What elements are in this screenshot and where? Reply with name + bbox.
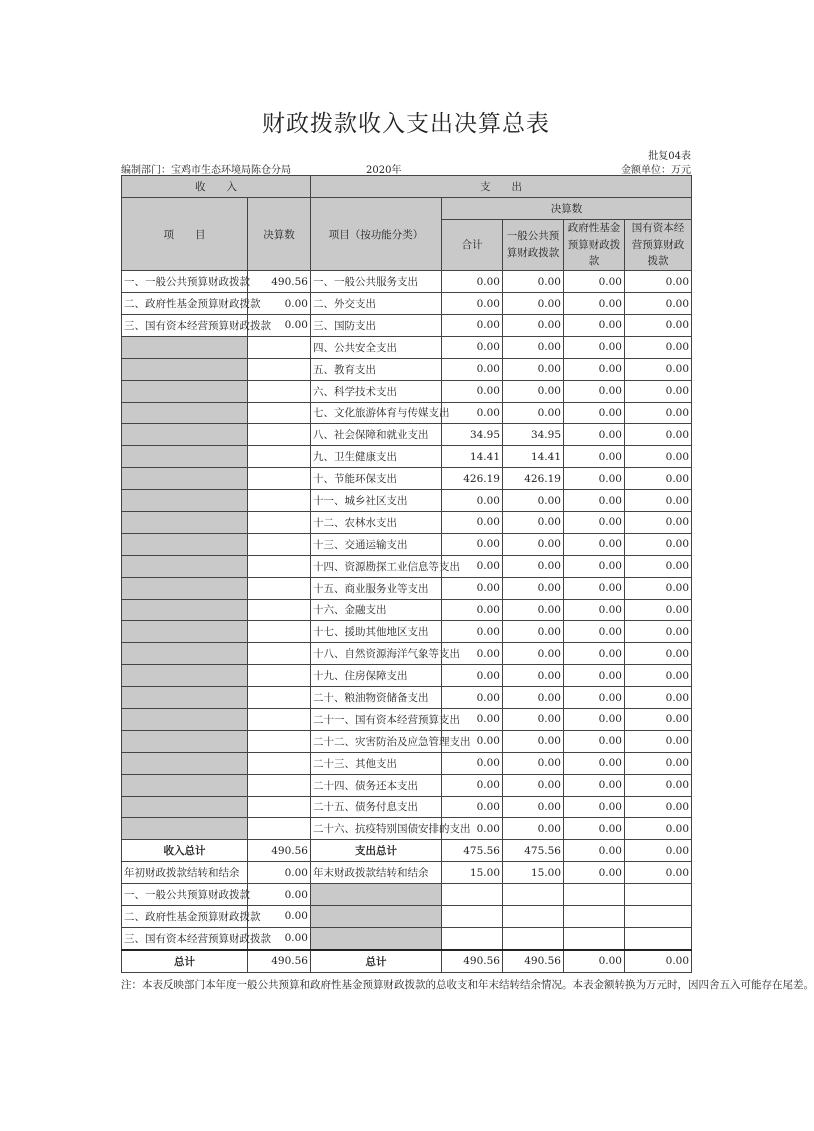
income-amount-cell — [248, 424, 311, 446]
income-item-cell — [122, 468, 248, 490]
carry-total — [442, 884, 503, 906]
carry-income-amount: 0.00 — [248, 862, 311, 884]
general-budget-cell: 0.00 — [503, 599, 564, 621]
expense-item-cell: 九、卫生健康支出 — [311, 446, 442, 468]
expense-item-cell: 十、节能环保支出 — [311, 468, 442, 490]
table-row — [122, 402, 692, 424]
income-amount-cell — [248, 774, 311, 796]
income-amount-cell: 0.00 — [248, 314, 311, 336]
state-capital-cell: 0.00 — [625, 708, 692, 730]
carry-income-item: 三、国有资本经营预算财政拨款 — [122, 927, 248, 949]
total-cell: 0.00 — [442, 555, 503, 577]
state-capital-cell: 0.00 — [625, 402, 692, 424]
total-cell: 0.00 — [442, 533, 503, 555]
income-item-cell: 二、政府性基金预算财政拨款 — [122, 293, 248, 315]
grand-total-general: 490.56 — [503, 950, 564, 972]
income-amount-cell: 490.56 — [248, 271, 311, 293]
total-cell: 0.00 — [442, 708, 503, 730]
state-capital-cell: 0.00 — [625, 424, 692, 446]
table-row — [122, 358, 692, 380]
total-cell: 0.00 — [442, 402, 503, 424]
grand-total-state: 0.00 — [625, 950, 692, 972]
expense-item-cell: 八、社会保障和就业支出 — [311, 424, 442, 446]
meta-row-2 — [121, 161, 691, 175]
carry-state — [625, 906, 692, 928]
expense-item-cell: 十一、城乡社区支出 — [311, 490, 442, 512]
state-capital-cell: 0.00 — [625, 336, 692, 358]
carry-expense-item — [311, 906, 442, 928]
carry-state — [625, 927, 692, 949]
fund-budget-cell: 0.00 — [564, 708, 625, 730]
income-header: 收 入 — [122, 176, 311, 198]
state-capital-cell: 0.00 — [625, 446, 692, 468]
fund-budget-cell: 0.00 — [564, 511, 625, 533]
total-cell: 0.00 — [442, 599, 503, 621]
carry-general — [503, 884, 564, 906]
fund-budget-cell: 0.00 — [564, 402, 625, 424]
total-cell: 0.00 — [442, 730, 503, 752]
total-cell: 0.00 — [442, 293, 503, 315]
expense-item-cell: 一、一般公共服务支出 — [311, 271, 442, 293]
income-item-cell — [122, 533, 248, 555]
table-row — [122, 533, 692, 555]
general-budget-cell: 0.00 — [503, 511, 564, 533]
currency-label: 金额单位：万元 — [621, 165, 691, 176]
total-cell: 14.41 — [442, 446, 503, 468]
report-sheet — [121, 99, 814, 992]
carry-expense-item — [311, 927, 442, 949]
expense-item-cell: 二十五、债务付息支出 — [311, 796, 442, 818]
income-amount-cell — [248, 555, 311, 577]
expense-item-cell: 十二、农林水支出 — [311, 511, 442, 533]
expense-item-cell: 五、教育支出 — [311, 358, 442, 380]
expense-total-general: 475.56 — [503, 840, 564, 862]
carry-state: 0.00 — [625, 862, 692, 884]
fund-budget-cell: 0.00 — [564, 555, 625, 577]
state-capital-cell: 0.00 — [625, 621, 692, 643]
general-budget-cell: 0.00 — [503, 358, 564, 380]
year-label: 2020年 — [366, 165, 402, 176]
table-row — [122, 314, 692, 336]
income-amount-cell — [248, 708, 311, 730]
carry-income-item: 一、一般公共预算财政拨款 — [122, 884, 248, 906]
general-budget-cell: 426.19 — [503, 468, 564, 490]
income-item-cell — [122, 577, 248, 599]
fund-budget-cell: 0.00 — [564, 336, 625, 358]
total-cell: 0.00 — [442, 271, 503, 293]
totals-row — [122, 840, 692, 862]
total-header: 合计 — [442, 219, 503, 270]
title-row — [121, 99, 691, 141]
total-cell: 0.00 — [442, 336, 503, 358]
general-budget-cell: 0.00 — [503, 752, 564, 774]
income-item-cell — [122, 511, 248, 533]
income-item-cell — [122, 665, 248, 687]
carry-row — [122, 884, 692, 906]
fund-budget-cell: 0.00 — [564, 358, 625, 380]
income-item-cell — [122, 687, 248, 709]
state-capital-cell: 0.00 — [625, 577, 692, 599]
table-row — [122, 336, 692, 358]
final-amount-header: 决算数 — [248, 197, 311, 270]
expense-item-cell: 十六、金融支出 — [311, 599, 442, 621]
table-row — [122, 752, 692, 774]
income-amount-cell: 0.00 — [248, 293, 311, 315]
state-capital-cell: 0.00 — [625, 490, 692, 512]
income-item-cell — [122, 490, 248, 512]
expense-total-label: 支出总计 — [311, 840, 442, 862]
report-title: 财政拨款收入支出决算总表 — [262, 111, 550, 137]
table-row — [122, 774, 692, 796]
total-cell: 0.00 — [442, 774, 503, 796]
carry-income-item: 二、政府性基金预算财政拨款 — [122, 906, 248, 928]
total-cell: 0.00 — [442, 511, 503, 533]
expense-item-cell: 二十四、债务还本支出 — [311, 774, 442, 796]
income-item-cell — [122, 380, 248, 402]
state-capital-cell: 0.00 — [625, 818, 692, 840]
carry-row — [122, 906, 692, 928]
fund-budget-cell: 0.00 — [564, 293, 625, 315]
fund-budget-cell: 0.00 — [564, 533, 625, 555]
expense-item-cell: 四、公共安全支出 — [311, 336, 442, 358]
state-capital-cell: 0.00 — [625, 468, 692, 490]
table-row — [122, 293, 692, 315]
expense-item-cell: 十四、资源勘探工业信息等支出 — [311, 555, 442, 577]
table-row — [122, 271, 692, 293]
income-item-cell — [122, 818, 248, 840]
state-capital-header: 国有资本经营预算财政拨款 — [625, 219, 692, 270]
general-budget-cell: 0.00 — [503, 687, 564, 709]
general-budget-cell: 0.00 — [503, 665, 564, 687]
income-amount-cell — [248, 643, 311, 665]
general-budget-cell: 0.00 — [503, 314, 564, 336]
income-item-cell: 三、国有资本经营预算财政拨款 — [122, 314, 248, 336]
carry-income-amount: 0.00 — [248, 884, 311, 906]
state-capital-cell: 0.00 — [625, 555, 692, 577]
income-amount-cell — [248, 577, 311, 599]
expense-item-cell: 二十二、灾害防治及应急管理支出 — [311, 730, 442, 752]
total-cell: 0.00 — [442, 314, 503, 336]
expense-item-cell: 六、科学技术支出 — [311, 380, 442, 402]
total-cell: 0.00 — [442, 380, 503, 402]
grand-total-expense-label: 总计 — [311, 950, 442, 972]
income-amount-cell — [248, 446, 311, 468]
income-amount-cell — [248, 380, 311, 402]
general-budget-cell: 0.00 — [503, 730, 564, 752]
income-item-cell — [122, 446, 248, 468]
expense-item-cell: 二十六、抗疫特别国债安排的支出 — [311, 818, 442, 840]
carry-fund: 0.00 — [564, 862, 625, 884]
table-row — [122, 446, 692, 468]
total-cell: 0.00 — [442, 621, 503, 643]
expense-header: 支 出 — [311, 176, 692, 198]
general-budget-header: 一般公共预算财政拨款 — [503, 219, 564, 270]
income-total-label: 收入总计 — [122, 840, 248, 862]
general-budget-cell: 0.00 — [503, 402, 564, 424]
total-cell: 0.00 — [442, 665, 503, 687]
fund-budget-header: 政府性基金预算财政拨款 — [564, 219, 625, 270]
state-capital-cell: 0.00 — [625, 687, 692, 709]
income-item-cell — [122, 402, 248, 424]
fund-budget-cell: 0.00 — [564, 380, 625, 402]
total-cell: 34.95 — [442, 424, 503, 446]
general-budget-cell: 0.00 — [503, 708, 564, 730]
income-item-cell — [122, 621, 248, 643]
table-row — [122, 468, 692, 490]
income-item-cell — [122, 555, 248, 577]
expense-item-cell: 十三、交通运输支出 — [311, 533, 442, 555]
general-budget-cell: 0.00 — [503, 621, 564, 643]
carry-row — [122, 927, 692, 949]
total-cell: 0.00 — [442, 490, 503, 512]
general-budget-cell: 0.00 — [503, 796, 564, 818]
expense-total-state: 0.00 — [625, 840, 692, 862]
total-cell: 426.19 — [442, 468, 503, 490]
total-cell: 0.00 — [442, 818, 503, 840]
state-capital-cell: 0.00 — [625, 599, 692, 621]
grand-total-income-value: 490.56 — [248, 950, 311, 972]
general-budget-cell: 0.00 — [503, 336, 564, 358]
fund-budget-cell: 0.00 — [564, 446, 625, 468]
general-budget-cell: 0.00 — [503, 271, 564, 293]
expense-total-total: 475.56 — [442, 840, 503, 862]
table-row — [122, 708, 692, 730]
general-budget-cell: 0.00 — [503, 490, 564, 512]
table-row — [122, 643, 692, 665]
carry-row — [122, 862, 692, 884]
expense-item-cell: 十七、援助其他地区支出 — [311, 621, 442, 643]
income-amount-cell — [248, 599, 311, 621]
general-budget-cell: 0.00 — [503, 555, 564, 577]
table-row — [122, 555, 692, 577]
table-row — [122, 577, 692, 599]
fund-budget-cell: 0.00 — [564, 490, 625, 512]
table-row — [122, 687, 692, 709]
income-amount-cell — [248, 336, 311, 358]
fund-budget-cell: 0.00 — [564, 621, 625, 643]
income-amount-cell — [248, 752, 311, 774]
state-capital-cell: 0.00 — [625, 665, 692, 687]
table-row — [122, 621, 692, 643]
fund-budget-cell: 0.00 — [564, 577, 625, 599]
fund-budget-cell: 0.00 — [564, 774, 625, 796]
fund-budget-cell: 0.00 — [564, 687, 625, 709]
total-cell: 0.00 — [442, 577, 503, 599]
table-row — [122, 511, 692, 533]
general-budget-cell: 0.00 — [503, 380, 564, 402]
grand-total-fund: 0.00 — [564, 950, 625, 972]
carry-fund — [564, 927, 625, 949]
income-amount-cell — [248, 468, 311, 490]
income-item-cell — [122, 643, 248, 665]
total-cell: 0.00 — [442, 687, 503, 709]
fund-budget-cell: 0.00 — [564, 818, 625, 840]
carry-income-amount: 0.00 — [248, 927, 311, 949]
income-amount-cell — [248, 511, 311, 533]
fund-budget-cell: 0.00 — [564, 665, 625, 687]
general-budget-cell: 0.00 — [503, 293, 564, 315]
expense-item-cell: 三、国防支出 — [311, 314, 442, 336]
expense-item-cell: 二、外交支出 — [311, 293, 442, 315]
state-capital-cell: 0.00 — [625, 643, 692, 665]
income-total-value: 490.56 — [248, 840, 311, 862]
grand-total-income-label: 总计 — [122, 950, 248, 972]
table-row — [122, 424, 692, 446]
expense-item-cell: 二十三、其他支出 — [311, 752, 442, 774]
income-item-cell — [122, 752, 248, 774]
general-budget-cell: 0.00 — [503, 774, 564, 796]
income-amount-cell — [248, 402, 311, 424]
table-row — [122, 818, 692, 840]
grand-total-total: 490.56 — [442, 950, 503, 972]
fund-budget-cell: 0.00 — [564, 468, 625, 490]
expense-item-cell: 七、文化旅游体育与传媒支出 — [311, 402, 442, 424]
table-row — [122, 599, 692, 621]
fund-budget-cell: 0.00 — [564, 752, 625, 774]
carry-general — [503, 906, 564, 928]
grand-total-row — [122, 950, 692, 972]
fund-budget-cell: 0.00 — [564, 796, 625, 818]
income-item-cell — [122, 796, 248, 818]
state-capital-cell: 0.00 — [625, 293, 692, 315]
general-budget-cell: 0.00 — [503, 577, 564, 599]
expense-total-fund: 0.00 — [564, 840, 625, 862]
carry-expense-item: 年末财政拨款结转和结余 — [311, 862, 442, 884]
income-amount-cell — [248, 730, 311, 752]
budget-table — [121, 175, 692, 973]
income-item-cell — [122, 774, 248, 796]
state-capital-cell: 0.00 — [625, 774, 692, 796]
income-amount-cell — [248, 818, 311, 840]
total-cell: 0.00 — [442, 643, 503, 665]
income-amount-cell — [248, 687, 311, 709]
fund-budget-cell: 0.00 — [564, 599, 625, 621]
general-budget-cell: 34.95 — [503, 424, 564, 446]
carry-state — [625, 884, 692, 906]
carry-fund — [564, 906, 625, 928]
income-amount-cell — [248, 665, 311, 687]
carry-income-amount: 0.00 — [248, 906, 311, 928]
state-capital-cell: 0.00 — [625, 730, 692, 752]
footnote: 注：本表反映部门本年度一般公共预算和政府性基金预算财政拨款的总收支和年末结转结余情况。本表金额转换为万元时，因四舍五入可能存在尾差。 — [121, 978, 814, 991]
state-capital-cell: 0.00 — [625, 752, 692, 774]
general-budget-cell: 0.00 — [503, 643, 564, 665]
general-budget-cell: 0.00 — [503, 818, 564, 840]
expense-item-cell: 二十、粮油物资储备支出 — [311, 687, 442, 709]
total-cell: 0.00 — [442, 752, 503, 774]
table-row — [122, 796, 692, 818]
income-amount-cell — [248, 358, 311, 380]
unit-label: 编制部门：宝鸡市生态环境局陈仓分局 — [121, 165, 291, 176]
table-row — [122, 380, 692, 402]
expense-item-cell: 十五、商业服务业等支出 — [311, 577, 442, 599]
income-amount-cell — [248, 533, 311, 555]
income-item-cell — [122, 730, 248, 752]
income-item-cell — [122, 599, 248, 621]
income-item-cell: 一、一般公共预算财政拨款 — [122, 271, 248, 293]
carry-general: 15.00 — [503, 862, 564, 884]
state-capital-cell: 0.00 — [625, 358, 692, 380]
carry-total — [442, 906, 503, 928]
fund-budget-cell: 0.00 — [564, 271, 625, 293]
carry-general — [503, 927, 564, 949]
state-capital-cell: 0.00 — [625, 380, 692, 402]
carry-total: 15.00 — [442, 862, 503, 884]
expense-item-cell: 十九、住房保障支出 — [311, 665, 442, 687]
expense-item-cell: 十八、自然资源海洋气象等支出 — [311, 643, 442, 665]
state-capital-cell: 0.00 — [625, 271, 692, 293]
income-amount-cell — [248, 490, 311, 512]
carry-expense-item — [311, 884, 442, 906]
state-capital-cell: 0.00 — [625, 533, 692, 555]
carry-total — [442, 927, 503, 949]
form-code: 批复04表 — [648, 151, 691, 162]
total-cell: 0.00 — [442, 796, 503, 818]
fund-budget-cell: 0.00 — [564, 730, 625, 752]
state-capital-cell: 0.00 — [625, 511, 692, 533]
income-amount-cell — [248, 621, 311, 643]
final-amount-group-header: 决算数 — [442, 197, 692, 219]
income-item-cell — [122, 424, 248, 446]
total-cell: 0.00 — [442, 358, 503, 380]
meta-row — [121, 141, 691, 161]
item-header: 项 目 — [122, 197, 248, 270]
carry-income-item: 年初财政拨款结转和结余 — [122, 862, 248, 884]
income-item-cell — [122, 708, 248, 730]
table-row — [122, 730, 692, 752]
fund-budget-cell: 0.00 — [564, 424, 625, 446]
income-item-cell — [122, 358, 248, 380]
general-budget-cell: 0.00 — [503, 533, 564, 555]
item-by-function-header: 项目（按功能分类） — [311, 197, 442, 270]
fund-budget-cell: 0.00 — [564, 314, 625, 336]
general-budget-cell: 14.41 — [503, 446, 564, 468]
table-row — [122, 490, 692, 512]
state-capital-cell: 0.00 — [625, 314, 692, 336]
income-amount-cell — [248, 796, 311, 818]
fund-budget-cell: 0.00 — [564, 643, 625, 665]
carry-fund — [564, 884, 625, 906]
expense-item-cell: 二十一、国有资本经营预算支出 — [311, 708, 442, 730]
income-item-cell — [122, 336, 248, 358]
table-row — [122, 665, 692, 687]
state-capital-cell: 0.00 — [625, 796, 692, 818]
